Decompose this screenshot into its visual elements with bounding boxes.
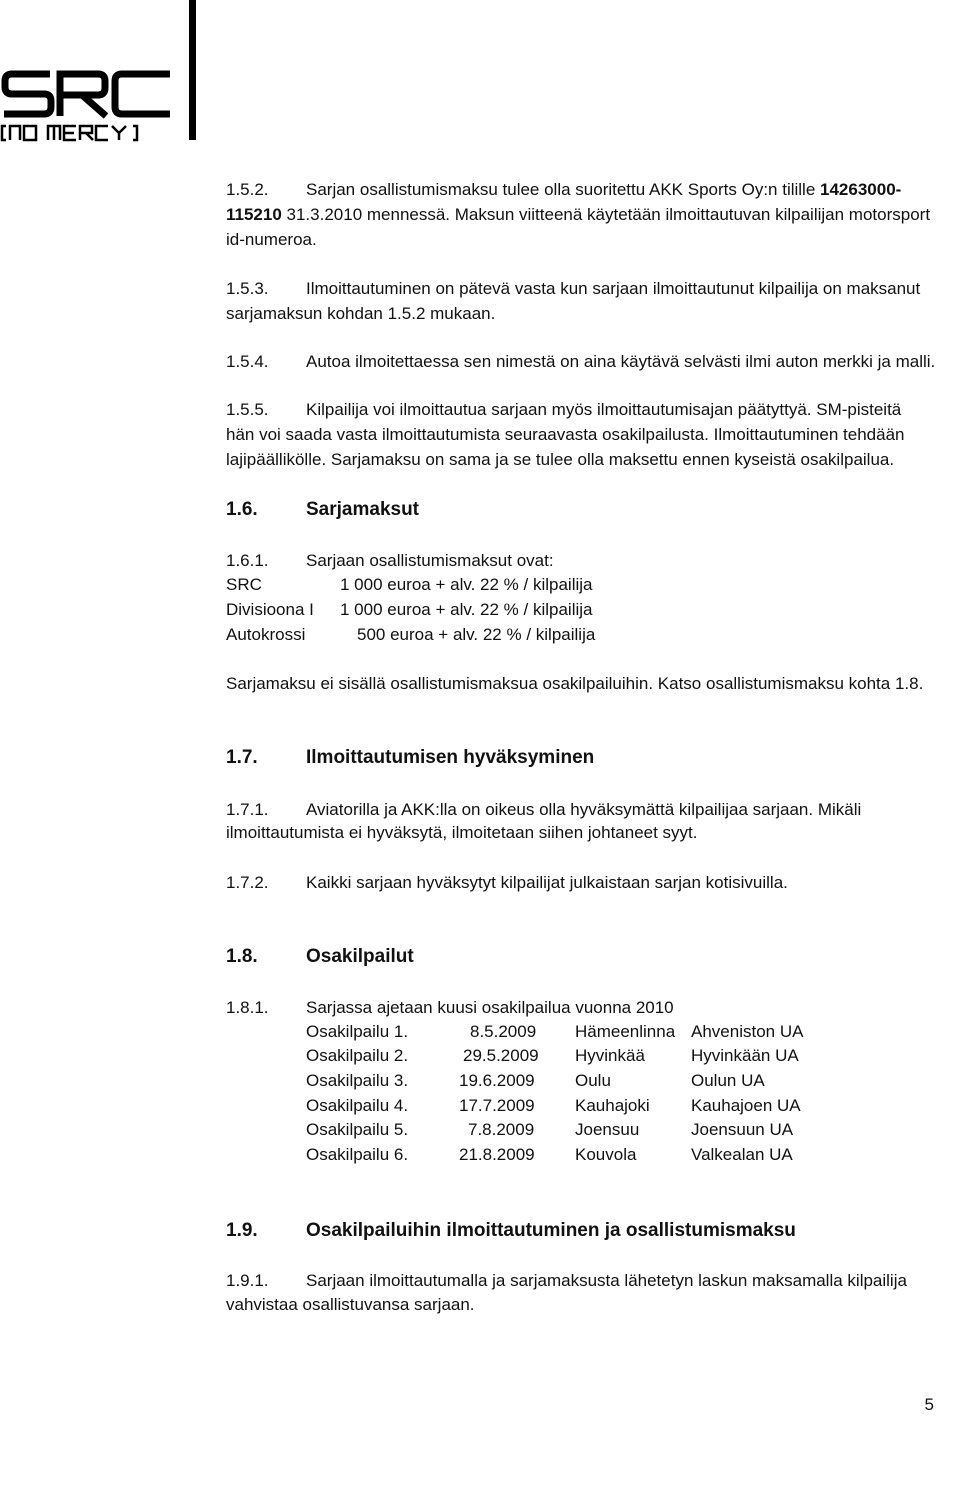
event-date: 17.7.2009	[459, 1096, 535, 1115]
paragraph-line: sarjamaksun kohdan 1.5.2 mukaan.	[226, 304, 496, 323]
fee-row-class: SRC	[226, 575, 262, 594]
heading-number: 1.7.	[226, 747, 258, 768]
event-name: Osakilpailu 4.	[306, 1096, 409, 1115]
paragraph-line: Kilpailija voi ilmoittautua sarjaan myös ilmoittautumisajan päätyttyä. SM-pisteitä	[306, 400, 902, 419]
section-heading: Ilmoittautumisen hyväksyminen	[306, 747, 595, 768]
section-number: 1.5.5.	[226, 400, 269, 419]
event-date: 21.8.2009	[459, 1145, 535, 1164]
text-span: Sarjan osallistumismaksu tulee olla suoritettu AKK Sports Oy:n tilille	[306, 180, 821, 199]
heading-number: 1.9.	[226, 1220, 258, 1241]
event-city: Kouvola	[575, 1145, 637, 1164]
paragraph-line	[306, 177, 901, 202]
section-heading: Sarjamaksut	[306, 499, 420, 520]
paragraph-line: id-numeroa.	[226, 230, 317, 249]
header-rule	[189, 0, 196, 140]
account-number: 14263000-	[820, 180, 902, 199]
section-number: 1.5.2.	[226, 180, 269, 199]
section-heading: Osakilpailut	[306, 946, 414, 967]
account-number: 115210	[226, 205, 282, 224]
section-number: 1.7.2.	[226, 873, 269, 892]
event-name: Osakilpailu 3.	[306, 1071, 409, 1090]
section-number: 1.6.1.	[226, 551, 269, 570]
section-number: 1.8.1.	[226, 998, 269, 1017]
heading-number: 1.8.	[226, 946, 258, 967]
paragraph-line: Sarjamaksu ei sisällä osallistumismaksua osakilpailuihin. Katso osallistumismaksu kohta 1.8.	[226, 674, 924, 693]
event-date: 19.6.2009	[459, 1071, 535, 1090]
event-track: Ahveniston UA	[691, 1022, 804, 1041]
paragraph-line: Autoa ilmoitettaessa sen nimestä on aina käytävä selvästi ilmi auton merkki ja malli.	[306, 352, 936, 371]
event-date: 7.8.2009	[468, 1120, 535, 1139]
event-city: Hyvinkää	[575, 1046, 645, 1065]
paragraph-line: vahvistaa osallistuvansa sarjaan.	[226, 1295, 475, 1314]
paragraph-line: lajipäällikölle. Sarjamaksu on sama ja se tulee olla maksettu ennen kyseistä osakilpailua.	[226, 450, 895, 469]
event-track: Oulun UA	[691, 1071, 765, 1090]
fee-row-class: Autokrossi	[226, 625, 306, 644]
event-track: Hyvinkään UA	[691, 1046, 799, 1065]
paragraph-line: Sarjaan osallistumismaksut ovat:	[306, 551, 554, 570]
event-name: Osakilpailu 2.	[306, 1046, 409, 1065]
paragraph-line: ilmoittautumista ei hyväksytä, ilmoitetaan siihen johtaneet syyt.	[226, 823, 698, 842]
heading-number: 1.6.	[226, 499, 258, 520]
fee-row-class: Divisioona I	[226, 600, 314, 619]
event-city: Oulu	[575, 1071, 611, 1090]
fee-row-amount: 500 euroa + alv. 22 % / kilpailija	[357, 625, 596, 644]
paragraph-line: Sarjaan ilmoittautumalla ja sarjamaksusta lähetetyn laskun maksamalla kilpailija	[306, 1271, 907, 1290]
event-name: Osakilpailu 1.	[306, 1022, 409, 1041]
event-track: Valkealan UA	[691, 1145, 793, 1164]
paragraph-line: Kaikki sarjaan hyväksytyt kilpailijat julkaistaan sarjan kotisivuilla.	[306, 873, 788, 892]
section-number: 1.9.1.	[226, 1271, 269, 1290]
event-city: Joensuu	[575, 1120, 640, 1139]
src-logo	[0, 62, 175, 147]
page-number: 5	[924, 1395, 934, 1414]
paragraph-line: hän voi saada vasta ilmoittautumista seuraavasta osakilpailusta. Ilmoittautuminen tehdään	[226, 425, 905, 444]
section-heading: Osakilpailuihin ilmoittautuminen ja osallistumismaksu	[306, 1220, 796, 1241]
section-number: 1.7.1.	[226, 800, 269, 819]
fee-row-amount: 1 000 euroa + alv. 22 % / kilpailija	[340, 600, 593, 619]
event-date: 29.5.2009	[463, 1046, 539, 1065]
event-track: Joensuun UA	[691, 1120, 794, 1139]
event-date: 8.5.2009	[470, 1022, 537, 1041]
event-city: Kauhajoki	[575, 1096, 650, 1115]
text-span: 31.3.2010 mennessä. Maksun viitteenä käytetään ilmoittautuvan kilpailijan motorsport	[281, 205, 931, 224]
fee-row-amount: 1 000 euroa + alv. 22 % / kilpailija	[340, 575, 593, 594]
event-track: Kauhajoen UA	[691, 1096, 801, 1115]
paragraph-line: Sarjassa ajetaan kuusi osakilpailua vuonna 2010	[306, 998, 674, 1017]
event-name: Osakilpailu 6.	[306, 1145, 409, 1164]
event-city: Hämeenlinna	[575, 1022, 676, 1041]
paragraph-line: Aviatorilla ja AKK:lla on oikeus olla hyväksymättä kilpailijaa sarjaan. Mikäli	[306, 800, 862, 819]
section-number: 1.5.3.	[226, 279, 269, 298]
event-name: Osakilpailu 5.	[306, 1120, 409, 1139]
section-number: 1.5.4.	[226, 352, 269, 371]
paragraph-line: Ilmoittautuminen on pätevä vasta kun sarjaan ilmoittautunut kilpailija on maksanut	[306, 279, 921, 298]
paragraph-line	[226, 202, 930, 227]
